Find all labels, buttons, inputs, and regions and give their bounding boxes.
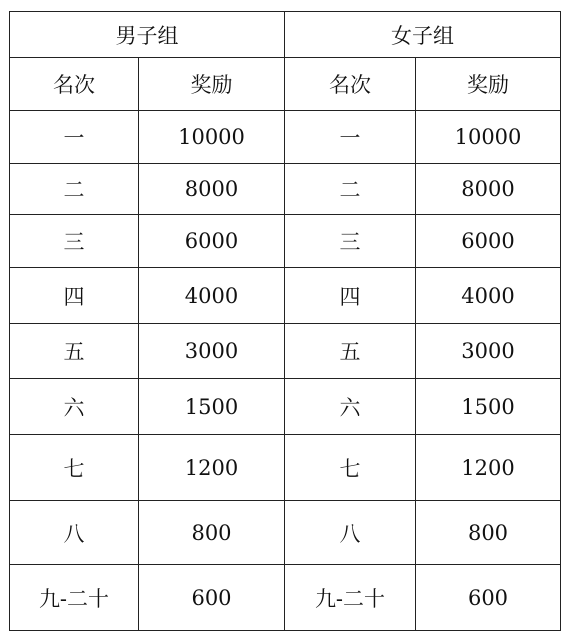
table-row <box>10 435 561 501</box>
men-group-header: 男子组 <box>10 12 285 58</box>
women-group-header: 女子组 <box>285 12 561 58</box>
men-reward-cell: 6000 <box>139 215 285 268</box>
women-reward-cell: 8000 <box>416 164 561 215</box>
men-rank-cell: 六 <box>10 379 139 435</box>
women-reward-cell: 6000 <box>416 215 561 268</box>
table-row <box>10 324 561 379</box>
women-rank-cell: 六 <box>285 379 416 435</box>
women-reward-cell: 800 <box>416 501 561 565</box>
men-rank-cell: 七 <box>10 435 139 501</box>
women-rank-cell: 八 <box>285 501 416 565</box>
women-rank-cell: 四 <box>285 268 416 324</box>
men-reward-cell: 1500 <box>139 379 285 435</box>
women-reward-cell: 1200 <box>416 435 561 501</box>
women-rank-cell: 二 <box>285 164 416 215</box>
table-row <box>10 565 561 631</box>
table-row <box>10 268 561 324</box>
prize-table <box>9 11 561 631</box>
men-rank-cell: 九-二十 <box>10 565 139 631</box>
table-row <box>10 215 561 268</box>
women-reward-cell: 3000 <box>416 324 561 379</box>
women-rank-cell: 三 <box>285 215 416 268</box>
group-header-row <box>10 12 561 58</box>
men-rank-cell: 八 <box>10 501 139 565</box>
men-rank-cell: 四 <box>10 268 139 324</box>
men-reward-cell: 800 <box>139 501 285 565</box>
women-reward-cell: 600 <box>416 565 561 631</box>
women-rank-cell: 五 <box>285 324 416 379</box>
table-row <box>10 111 561 164</box>
men-rank-cell: 五 <box>10 324 139 379</box>
women-rank-cell: 九-二十 <box>285 565 416 631</box>
table-row <box>10 501 561 565</box>
men-reward-cell: 1200 <box>139 435 285 501</box>
men-reward-header: 奖励 <box>139 58 285 111</box>
men-reward-cell: 600 <box>139 565 285 631</box>
men-rank-header: 名次 <box>10 58 139 111</box>
table-row <box>10 379 561 435</box>
column-header-row <box>10 58 561 111</box>
women-reward-cell: 10000 <box>416 111 561 164</box>
women-rank-cell: 七 <box>285 435 416 501</box>
men-reward-cell: 3000 <box>139 324 285 379</box>
table-row <box>10 164 561 215</box>
women-rank-cell: 一 <box>285 111 416 164</box>
men-rank-cell: 二 <box>10 164 139 215</box>
men-reward-cell: 8000 <box>139 164 285 215</box>
men-rank-cell: 三 <box>10 215 139 268</box>
men-reward-cell: 10000 <box>139 111 285 164</box>
women-reward-cell: 4000 <box>416 268 561 324</box>
women-reward-header: 奖励 <box>416 58 561 111</box>
men-reward-cell: 4000 <box>139 268 285 324</box>
women-reward-cell: 1500 <box>416 379 561 435</box>
men-rank-cell: 一 <box>10 111 139 164</box>
women-rank-header: 名次 <box>285 58 416 111</box>
